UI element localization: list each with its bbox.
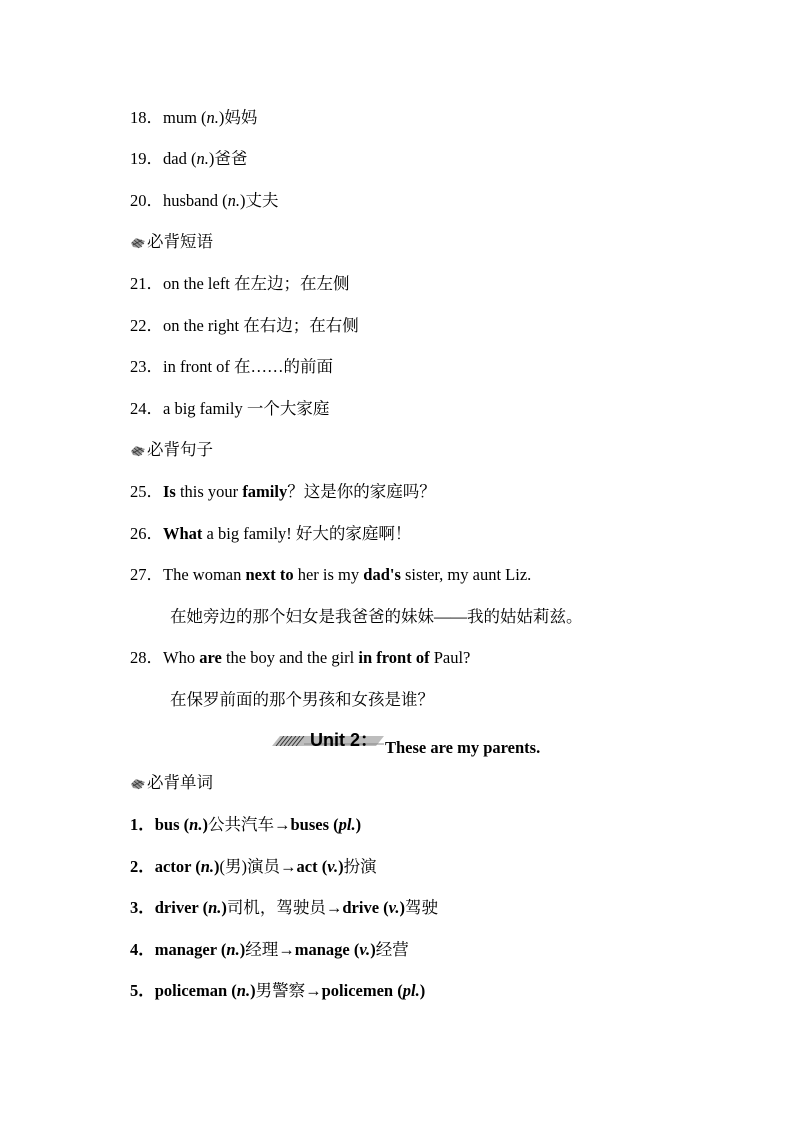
word-item: 5．policeman (n.)男警察→policemen (pl.) — [130, 981, 426, 1000]
word-item: 20．husband (n.)丈夫 — [130, 191, 279, 210]
word-item: 1．bus (n.)公共汽车→buses (pl.) — [130, 815, 362, 834]
section-heading-sentences: 必背句子 — [130, 439, 213, 461]
unit-title: These are my parents. — [385, 738, 541, 757]
hatched-diamond-icon — [130, 445, 146, 457]
phrase-item: 23．in front of 在……的前面 — [130, 357, 334, 376]
section-heading-phrases: 必背短语 — [130, 231, 213, 253]
phrase-item: 22．on the right 在右边；在右侧 — [130, 316, 359, 335]
sentence-item: 25．Is this your family？这是你的家庭吗？ — [130, 482, 436, 501]
word-item: 4．manager (n.)经理→manage (v.)经营 — [130, 940, 409, 959]
word-item: 18．mum (n.)妈妈 — [130, 108, 258, 127]
phrase-item: 21．on the left 在左边；在左侧 — [130, 274, 350, 293]
hatched-diamond-icon — [130, 778, 146, 790]
phrase-item: 24．a big family 一个大家庭 — [130, 399, 330, 418]
sentence-item: 26．What a big family! 好大的家庭啊！ — [130, 524, 412, 543]
sentence-translation: 在保罗前面的那个男孩和女孩是谁？ — [170, 690, 434, 709]
hatched-diamond-icon — [130, 237, 146, 249]
sentence-item: 28．Who are the boy and the girl in front of Paul? — [130, 648, 471, 667]
word-item: 3．driver (n.)司机，驾驶员→drive (v.)驾驶 — [130, 898, 439, 917]
sentence-translation: 在她旁边的那个妇女是我爸爸的妹妹——我的姑姑莉兹。 — [170, 607, 583, 626]
word-item: 19．dad (n.)爸爸 — [130, 149, 248, 168]
unit-label: Unit 2： — [310, 730, 379, 750]
word-item: 2．actor (n.)(男)演员→act (v.)扮演 — [130, 857, 377, 876]
section-heading-words: 必背单词 — [130, 772, 213, 794]
sentence-item: 27．The woman next to her is my dad's sister, my aunt Liz. — [130, 565, 532, 584]
unit-heading — [272, 726, 572, 756]
